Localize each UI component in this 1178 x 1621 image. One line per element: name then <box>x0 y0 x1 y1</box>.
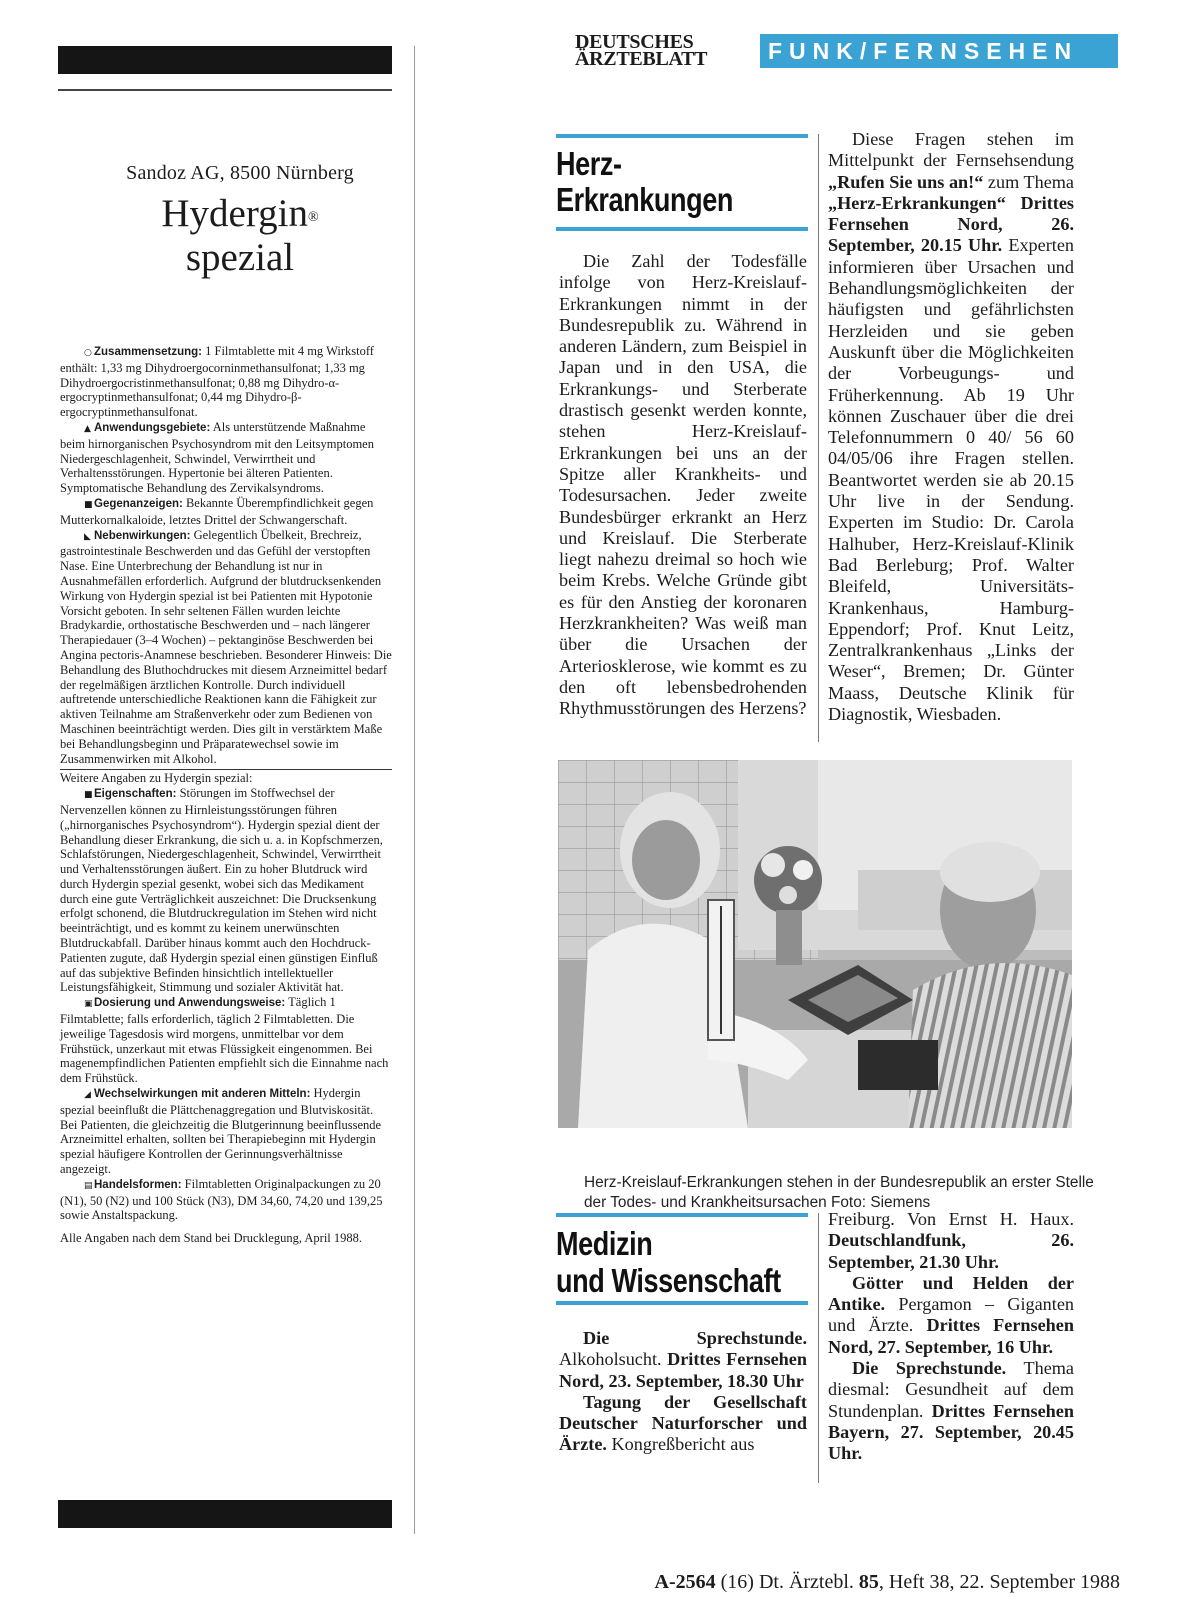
volume-number: 85 <box>858 1571 879 1593</box>
product-variant: spezial <box>185 236 295 279</box>
journal-logo-line2: ÄRZTEBLATT <box>575 48 708 70</box>
dosage-icon: ▣ <box>84 999 93 1010</box>
left-column-divider <box>414 46 415 1534</box>
pi-anwendungsgebiete: ▲ Anwendungsgebiete: Als unterstützende Maßnahme beim hirnorganischen Psychosyndrom mit den Leitsymptomen Niedergeschlagenheit, Schwindel, Verwirrtheit und Verhaltensstörungen. Hypertonie bei älteren Patienten. Symptomatische Behandlung des Zervikalsyndroms. <box>60 419 374 496</box>
pi-dosierung: ▣Dosierung und Anwendungsweise: Täglich 1 Filmtablette; falls erforderlich, täglich 2 Filmtabletten. Die jeweilige Tagesdosis wird morgens, unmittelbar vor dem Frühstück, unzerkaut mit etwas Flüssigkeit eingenommen. Bei magenempfindlichen Patienten empfiehlt sich die Einnahme nach dem Frühstück. <box>60 995 389 1086</box>
pi-nebenwirkungen: ◣ Nebenwirkungen: Gelegentlich Übelkeit, Brechreiz, gastrointestinale Beschwerden und das Gefühl der verstopften Nase. Eine Unterbrechung der Behandlung ist nur in Ausnahmefällen erforderlich. Aufgrund der blutdrucksenkenden Wirkung von Hydergin spezial ist bei Patienten mit Hypotonie Vorsicht geboten. In sehr seltenen Fällen wurden leichte Bradykardie, orthostatische Beschwerden und – nach längerer Therapiedauer (3–4 Wochen) – pektanginöse Beschwerden bei Angina pectoris-Anamnese beschrieben. Besonderer Hinweis: Die Behandlung des Bluthochdruckes mit diesem Arzneimittel bedarf der regelmäßigen ärztlichen Kontrolle. Durch individuell auftretende unterschiedliche Reaktionen kann die Fähigkeit zur aktiven Teilnahme am Straßenverkehr oder zum Bedienen von Maschinen beeinträchtigt werden. Dies gilt in verstärktem Maße bei Behandlungsbeginn und Präparatewechsel sowie im Zusammenwirken mit Alkohol. <box>60 527 392 766</box>
article2-column2: Freiburg. Von Ernst H. Haux. Deutschlandfunk, 26. September, 21.30 Uhr. Götter und Helden der Antike. Pergamon – Giganten und Ärzte. Drittes Fernsehen Nord, 27. September, 16 Uhr. Die Sprechstunde. Thema diesmal: Gesundheit auf dem Stundenplan. Drittes Fernsehen Bayern, 27. September, 20.45 Uhr. <box>828 1209 1075 1464</box>
pi-gegenanzeigen: ■Gegenanzeigen: Bekannte Überempfindlichkeit gegen Mutterkornalkaloide, letztes Drittel der Schwangerschaft. <box>60 495 374 527</box>
article2-bottom-rule <box>556 1301 808 1305</box>
interaction-icon: ◢ <box>84 1090 91 1101</box>
company-name: Sandoz AG, 8500 Nürnberg <box>126 162 354 184</box>
article1-headline: Herz- Erkrankungen <box>556 145 734 218</box>
article2-headline: Medizin und Wissenschaft <box>556 1225 781 1299</box>
caution-triangle-icon: ▲ <box>84 423 91 434</box>
article2-column-divider <box>818 1213 819 1483</box>
article1-column1: Die Zahl der Todesfälle infolge von Herz-Kreislauf-Erkrankungen nimmt in der Bundesrepublik zu. Während in anderen Ländern, zum Beispiel in Japan und in den USA, die Erkrankungs- und Sterberate drastisch gesenkt werden konnte, stehen Herz-Kreislauf-Erkrankungen bei uns an der Spitze aller Krankheits- und Todesursachen. Jeder zweite Bundesbürger erkrankt an Herz und Kreislauf. Die Sterberate liegt nahezu dreimal so hoch wie beim Krebs. Welche Gründe gibt es für den Anstieg der koronaren Herzkrankheiten? Was weiß man über die Ursachen der Arteriosklerose, wie kommt es zu den oft lebensbedrohenden Rhythmusstörungen des Herzens? <box>559 251 807 719</box>
pi-handelsformen: ▤Handelsformen: Filmtabletten Originalpackungen zu 20 (N1), 50 (N2) und 100 Stück (N3), DM 34,60, 74,20 und 139,25 sowie Anstaltspackung. <box>60 1176 383 1223</box>
section-title: FUNK/FERNSEHEN <box>768 38 1079 64</box>
article2-top-rule <box>556 1213 808 1217</box>
photo-caption: Herz-Kreislauf-Erkrankungen stehen in der Bundesrepublik an erster Stelle der Todes- und Krankheitsursachen Foto: Siemens <box>584 1174 1094 1211</box>
journal-logo-line1: DEUTSCHES <box>575 31 694 53</box>
top-thin-rule <box>58 89 392 91</box>
article1-top-rule <box>556 134 808 138</box>
top-black-bar <box>58 46 392 74</box>
photo-illustration <box>558 760 1072 1128</box>
article1-bottom-rule <box>556 227 808 231</box>
page-footer: A-2564 (16) Dt. Ärztebl. 85, Heft 38, 22. September 1988 <box>654 1571 1120 1593</box>
photo-blood-pressure <box>558 760 1072 1128</box>
article1-column2: Diese Fragen stehen im Mittelpunkt der Fernsehsendung „Rufen Sie uns an!“ zum Thema „Herz-Erkrankungen“ Drittes Fernsehen Nord, 26. September, 20.15 Uhr. Experten informieren über Ursachen und Behandlungsmöglichkeiten der häufigsten und gefährlichsten Herzleiden und sie geben Auskunft über die Möglichkeiten der Vorbeugungs- und Früherkennung. Ab 19 Uhr können Zuschauer über die drei Telefonnummern 0 40/ 56 60 04/05/06 ihre Fragen stellen. Beantwortet werden sie ab 20.15 Uhr live in der Sendung. Experten im Studio: Dr. Carola Halhuber, Herz-Kreislauf-Klinik Bad Berleburg; Prof. Walter Bleifeld, Universitäts-Krankenhaus, Hamburg-Eppendorf; Prof. Knut Leitz, Zentralkrankenhaus „Links der Weser“, Bremen; Dr. Günter Maass, Deutsche Klinik für Diagnostik, Wiesbaden. <box>828 129 1074 725</box>
warning-icon: ◣ <box>84 531 91 542</box>
bottom-black-bar <box>58 1500 392 1528</box>
pi-zusammensetzung: ○ Zusammensetzung: 1 Filmtablette mit 4 mg Wirkstoff enthält: 1,33 mg Dihydroergocorninmethansulfonat; 1,33 mg Dihydroergocristinmethansulfonat; 0,88 mg Dihydro-α-ergocryptinmethansulfonat; 0,44 mg Dihydro-β-ergocryptinmethansulfonat. <box>60 344 374 420</box>
page-number: A-2564 <box>654 1571 716 1593</box>
registered-mark: ® <box>307 210 319 225</box>
journal-logo <box>575 31 735 70</box>
circle-icon: ○ <box>84 348 92 358</box>
prescribing-information <box>60 344 392 1246</box>
pi-separator <box>60 769 392 770</box>
pi-eigenschaften: ■Eigenschaften: Störungen im Stoffwechsel der Nervenzellen können zu Hirnleistungsstörungen führen („hirnorganisches Psychosyndrom“). Hydergin spezial dient der Behandlung dieser Erkrankung, die sich u. a. in Kopfschmerzen, Schlafstörungen, Niedergeschlagenheit, Schwindel, Verwirrtheit und Verhaltensstörungen äußert. Ein zu hoher Blutdruck wird durch Hydergin spezial gesenkt, wobei sich das Medikament durch eine gute Verträglichkeit auszeichnet: Die Drucksenkung erfolgt schonend, die Blutdruckregulation im Stehen wird nicht beeinträchtigt, und es kommt zu keinem unerwünschten Blutdruckabfall. Darüber hinaus kommt auch den Hochdruck-Patienten zugute, daß Hydergin spezial einen günstigen Einfluß auf das subjektive Befinden hinsichtlich intellektueller Leistungsfähigkeit, Stimmung und sozialer Aktivität hat. <box>60 786 383 995</box>
stop-square-icon: ■ <box>84 499 93 510</box>
pi-weitere-angaben: Weitere Angaben zu Hydergin spezial: <box>60 771 253 786</box>
package-icon: ▤ <box>84 1180 93 1191</box>
pi-stand: Alle Angaben nach dem Stand bei Drucklegung, April 1988. <box>60 1231 363 1246</box>
section-band <box>760 34 1118 68</box>
article2-column1: Die Sprechstunde. Alkoholsucht. Drittes Fernsehen Nord, 23. September, 18.30 Uhr Tagung der Gesellschaft Deutscher Naturforscher und Ärzte. Kongreßbericht aus <box>559 1328 807 1455</box>
pi-wechselwirkungen: ◢ Wechselwirkungen mit anderen Mitteln: Hydergin spezial beeinflußt die Plättchenaggregation und Blutviskosität. Bei Patienten, die gleichzeitig die Blutgerinnung beeinflussende Arzneimittel erhalten, sollten bei Therapiebeginn mit Hydergin spezial häufigere Kontrollen der Gerinnungsverhältnisse angezeigt. <box>60 1086 382 1177</box>
product-name: Hydergin <box>161 192 308 235</box>
info-square-icon: ■ <box>84 790 93 801</box>
article1-column-divider <box>818 134 819 742</box>
product-title <box>90 192 390 280</box>
